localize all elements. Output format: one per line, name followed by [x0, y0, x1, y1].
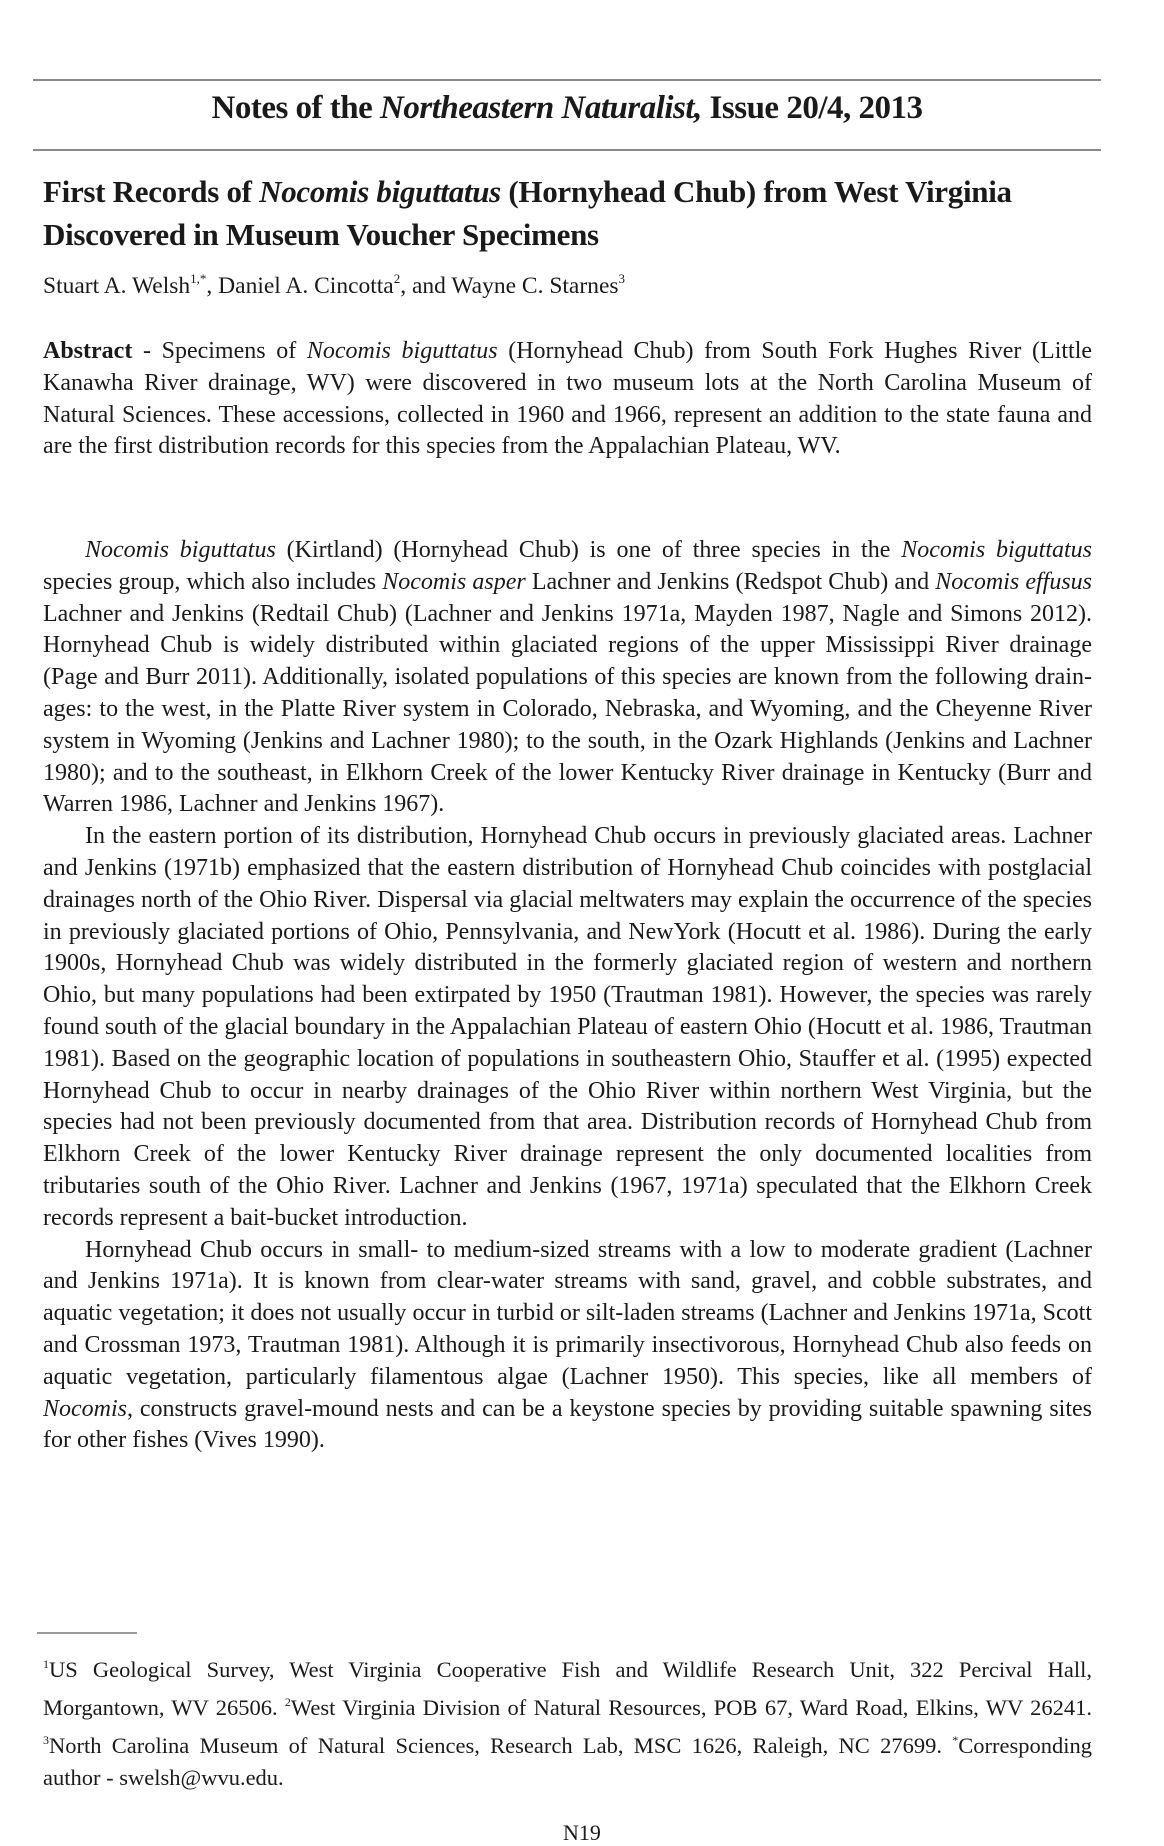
footnote-marker: 1	[43, 1657, 49, 1671]
body-paragraph	[43, 535, 1092, 821]
author-separator: ,	[206, 273, 219, 299]
author-name: Daniel A. Cincotta	[218, 273, 394, 299]
abstract-text: - Specimens of	[132, 338, 307, 364]
body-text: (Kirtland) (Hornyhead Chub) is one of three species in the	[275, 537, 902, 563]
author-list	[43, 271, 625, 300]
body-text: species group, which also includes	[43, 568, 383, 595]
author-affiliation: 1,*	[190, 271, 207, 286]
body-text: Hornyhead Chub occurs in small- to medium-sized streams with a low to moderate gradient (Lachner and Jenkins 1971a). It is known from clear-water streams with sand, gravel, and cobble substrates, and aquatic vegetation; it does not usually occur in turbid or silt-laden streams (Lachner and Jenkins 1971a, Scott and Crossman 1973, Trautman 1981). Although it is primarily insectivorous, Hornyhead Chub also feeds on aquatic vegetation, particularly filamentous algae (Lachner 1950). This species, like all members of	[43, 1236, 1092, 1390]
title-species: Nocomis biguttatus	[259, 174, 501, 209]
header-bottom-rule	[33, 149, 1101, 151]
body-text: Lachner and Jenkins (Redtail Chub) (Lachner and Jenkins 1971a, Mayden 1987, Nagle and Simons 2012). Hornyhead Chub is widely distributed within glaciated regions of the upper Mississippi River drainage (Page and Burr 2011). Additionally, isolated populations of this species are known from the following drainages: to the west, in the Platte River system in Colorado, Nebraska, and Wyoming, and the Cheyenne River system in Wyoming (Jenkins and Lachner 1980); to the south, in the Ozark Highlands (Jenkins and Lachner 1980); and to the southeast, in Elkhorn Creek of the lower Kentucky River drainage in Kentucky (Burr and Warren 1986, Lachner and Jenkins 1967).	[43, 600, 1092, 818]
author-separator: , and	[400, 273, 452, 299]
journal-name: Northeastern Naturalist,	[380, 90, 702, 126]
header-top-rule	[33, 79, 1101, 81]
abstract	[43, 336, 1092, 463]
article-body	[43, 535, 1092, 1457]
footnote-marker: 2	[284, 1695, 291, 1709]
author-affiliation: 2	[393, 271, 401, 286]
footnote-text: US Geological Survey, West Virginia Cooperative Fish and Wildlife Research Unit, 322 Percival Hall, Morgantown, WV 26506.	[43, 1657, 1092, 1720]
footnote-marker: 3	[43, 1733, 49, 1747]
footnote-marker: *	[952, 1733, 959, 1747]
abstract-label: Abstract	[43, 338, 133, 364]
species-name: Nocomis biguttatus	[901, 537, 1093, 563]
journal-prefix: Notes of the	[211, 90, 381, 126]
species-name: Nocomis asper	[382, 568, 526, 595]
footnote-rule	[37, 1632, 137, 1634]
footnotes	[43, 1648, 1092, 1794]
title-part2: (Hornyhead Chub) from West Virginia Discovered in Museum Voucher Specimens	[43, 174, 1012, 252]
author-name: Wayne C. Starnes	[451, 273, 619, 299]
footnote-text: North Carolina Museum of Natural Sciences, Research Lab, MSC 1626, Raleigh, NC 27699.	[49, 1733, 953, 1758]
body-text: , constructs gravel-mound nests and can be a keystone species by providing suitable spawning sites for other fishes (Vives 1990).	[43, 1395, 1092, 1454]
page-number: N19	[563, 1820, 601, 1845]
author-affiliation: 3	[618, 271, 626, 286]
footnote-text: Corresponding author - swelsh@wvu.edu.	[43, 1733, 1092, 1790]
title-part1: First Records of	[43, 174, 260, 209]
body-text: Lachner and Jenkins (Redspot Chub) and	[525, 568, 936, 595]
species-name: Nocomis	[43, 1395, 127, 1422]
author-name: Stuart A. Welsh	[43, 273, 191, 299]
abstract-species: Nocomis biguttatus	[306, 338, 498, 364]
article-title	[43, 170, 1103, 256]
body-paragraph: In the eastern portion of its distribution, Hornyhead Chub occurs in previously glaciated areas. Lachner and Jenkins (1971b) emphasized that the eastern distribution of Hornyhead Chub coincides with postglacial drainages north of the Ohio River. Dispersal via glacial meltwaters may explain the occurrence of the species in previously glaciated portions of Ohio, Pennsylvania, and NewYork (Hocutt et al. 1986). During the early 1900s, Hornyhead Chub was widely distributed in the formerly glaciated region of western and northern Ohio, but many populations had been extirpated by 1950 (Trautman 1981). However, the species was rarely found south of the glacial boundary in the Appalachian Plateau of eastern Ohio (Hocutt et al. 1986, Trautman 1981). Based on the geographic location of populations in southeastern Ohio, Stauffer et al. (1995) expected Hornyhead Chub to occur in nearby drainages of the Ohio River within northern West Virginia, but the species had not been previously documented from that area. Distribution records of Hornyhead Chub from Elkhorn Creek of the lower Kentucky River drainage represent the only documented localities from tributaries south of the Ohio River. Lachner and Jenkins (1967, 1971a) speculated that the Elkhorn Creek records represent a bait-bucket introduction.	[43, 823, 1092, 1231]
journal-header	[33, 90, 1101, 127]
journal-issue: Issue 20/4, 2013	[701, 90, 923, 126]
abstract-text: (Hornyhead Chub) from South Fork Hughes River (Little Kanawha River drainage, WV) were discovered in two museum lots at the North Carolina Museum of Natural Sciences. These accessions, collected in 1960 and 1966, represent an addition to the state fauna and are the first distribution records for this species from the Appalachian Plateau, WV.	[43, 338, 1093, 460]
footnote-text: West Virginia Division of Natural Resources, POB 67, Ward Road, Elkins, WV 26241.	[290, 1695, 1092, 1720]
species-name: Nocomis biguttatus	[85, 537, 276, 563]
body-paragraph	[43, 1235, 1092, 1458]
species-name: Nocomis effusus	[935, 568, 1093, 595]
